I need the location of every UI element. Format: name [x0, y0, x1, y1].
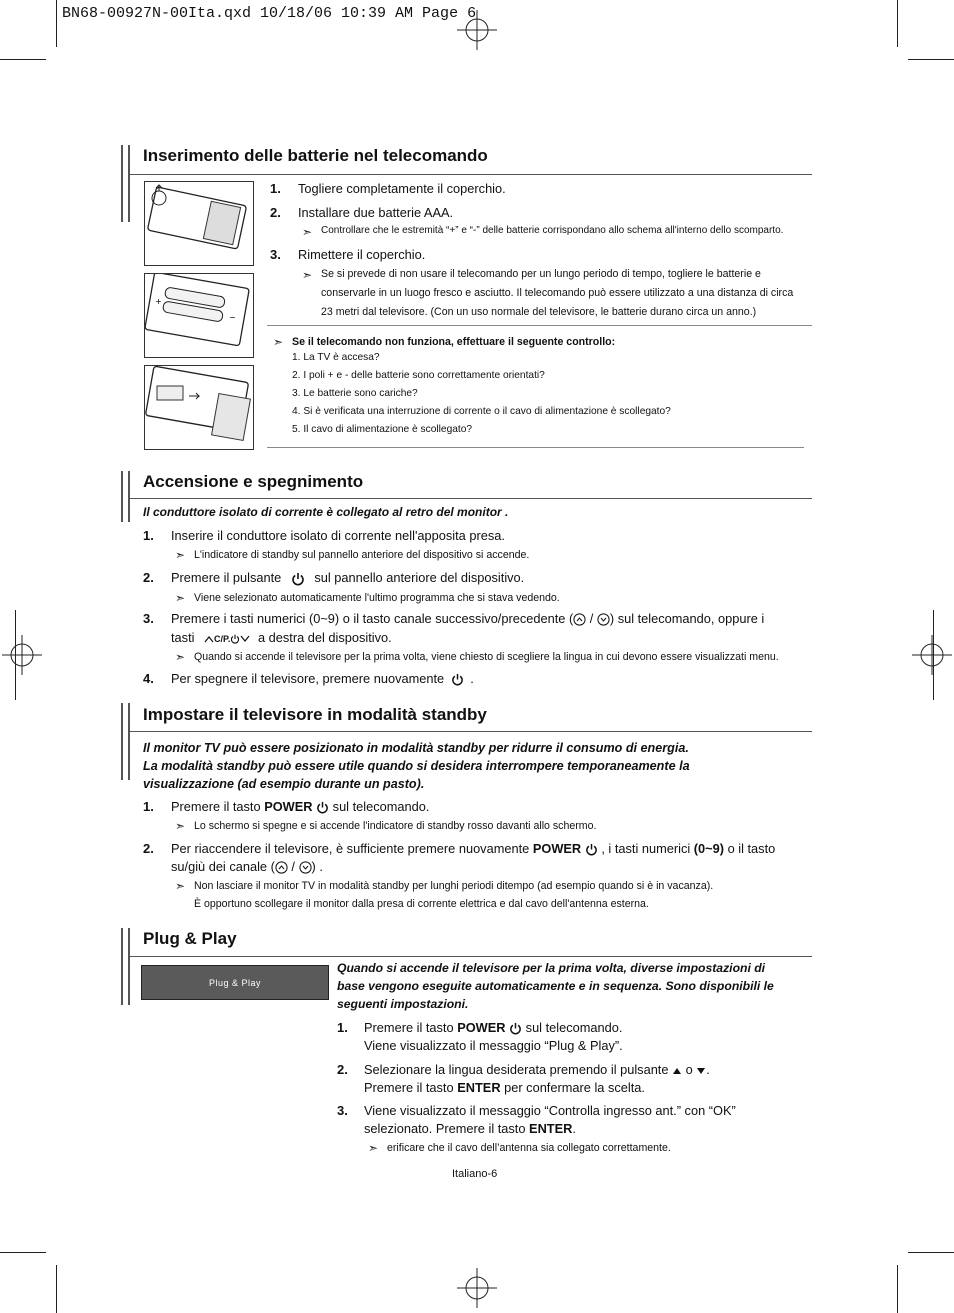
section-title-plug-play: Plug & Play: [143, 929, 237, 948]
remote-open-cover-image: [144, 181, 254, 266]
step-text: su/giù dei canale ( / ) .: [171, 859, 323, 874]
note-arrow-icon: ➣: [302, 268, 313, 282]
power-icon: [291, 572, 305, 586]
section-bar: [121, 703, 130, 780]
crop-mark: [897, 1265, 898, 1313]
step-number: 3.: [270, 247, 281, 262]
section-bar: [121, 145, 130, 222]
check-item: 5. Il cavo di alimentazione è scollegato?: [292, 424, 473, 435]
step-number: 1.: [270, 181, 281, 196]
registration-mark-icon: [912, 635, 952, 675]
step-text: Viene visualizzato il messaggio “Controlla ingresso ant.” con “OK”: [364, 1103, 736, 1118]
step-text: [364, 1079, 645, 1097]
crop-mark: [897, 0, 898, 47]
step-text-part: ) .: [311, 859, 323, 874]
arrow-down-icon: [696, 1067, 706, 1075]
section-rule: [130, 731, 812, 732]
channel-up-icon: [275, 861, 288, 874]
chevron-down-icon: [240, 635, 250, 643]
step-text-part: Premere il tasto: [171, 799, 261, 814]
remote-batteries-image: [144, 273, 254, 358]
check-item: 1. La TV è accesa?: [292, 352, 380, 363]
note-text: erificare che il cavo dell’antenna sia collegato correttamente.: [387, 1142, 671, 1154]
crop-mark: [56, 0, 57, 47]
channel-down-icon: [597, 613, 610, 626]
step-text-part: tasti: [171, 630, 195, 645]
check-item: 2. I poli + e - delle batterie sono correttamente orientati?: [292, 370, 545, 381]
print-header: BN68-00927N-00Ita.qxd 10/18/06 10:39 AM Page 6: [62, 5, 477, 22]
registration-mark-icon: [457, 10, 497, 50]
step-text-part: Premere i tasti numerici (0~9) o il tasto canale successivo/precedente (: [171, 611, 574, 626]
power-icon: [585, 843, 598, 856]
step-number: 3.: [337, 1103, 348, 1118]
step-text: [171, 798, 429, 816]
note-arrow-icon: ➣: [175, 650, 186, 664]
channel-up-icon: [573, 613, 586, 626]
step-text-part: o: [685, 1062, 693, 1077]
check-item: 3. Le batterie sono cariche?: [292, 388, 418, 399]
note-arrow-icon: ➣: [175, 819, 186, 833]
step-text: Togliere completamente il coperchio.: [298, 181, 506, 196]
step-number: 1.: [337, 1020, 348, 1035]
crop-mark: [933, 610, 934, 700]
check-item: 4. Si è verificata una interruzione di corrente o il cavo di alimentazione è scollegato?: [292, 406, 671, 417]
crop-mark: [908, 1252, 954, 1253]
intro-text: La modalità standby può essere utile quando si desidera interrompere temporaneamente la: [143, 759, 690, 773]
step-text: [171, 569, 524, 587]
divider: [267, 325, 812, 326]
note-arrow-icon: ➣: [302, 225, 313, 239]
crop-mark: [0, 1252, 46, 1253]
note-text: Controllare che le estremità “+” e “-” delle batterie corrispondano allo schema all'interno dello scomparto.: [321, 225, 784, 236]
step-text-part: Per riaccendere il televisore, è sufficiente premere nuovamente: [171, 841, 530, 856]
note-arrow-icon: ➣: [175, 591, 186, 605]
step-number: 2.: [270, 205, 281, 220]
crop-mark: [908, 59, 954, 60]
step-text-part: a destra del dispositivo.: [257, 630, 392, 645]
step-text-part: selezionato. Premere il tasto: [364, 1121, 526, 1136]
note-text: Non lasciare il monitor TV in modalità standby per lunghi periodi ditempo (ad esempio quando si è in vacanza).: [194, 880, 714, 892]
crop-mark: [15, 610, 16, 700]
enter-key-label: ENTER: [529, 1121, 573, 1136]
power-key-label: POWER: [532, 841, 582, 856]
section-bar: [121, 471, 130, 522]
step-text-part: Per spegnere il televisore, premere nuovamente: [171, 671, 445, 686]
step-number: 2.: [337, 1062, 348, 1077]
step-text: [364, 1019, 622, 1037]
step-text-part: o il tasto: [727, 841, 776, 856]
section-title-batteries: Inserimento delle batterie nel telecomando: [143, 146, 488, 165]
remote-close-cover-image: [144, 365, 254, 450]
step-number: 1.: [143, 528, 154, 543]
channel-down-icon: [299, 861, 312, 874]
section-title-power: Accensione e spegnimento: [143, 472, 364, 491]
step-text: Viene visualizzato il messaggio “Plug & Play”.: [364, 1038, 623, 1053]
step-number: 2.: [143, 841, 154, 856]
note-arrow-icon: ➣: [368, 1141, 379, 1155]
step-text-part: sul pannello anteriore del dispositivo.: [314, 570, 525, 585]
power-icon: [316, 801, 329, 814]
cp-label: C/P.: [214, 634, 231, 644]
step-text-part: ) sul telecomando, oppure i: [609, 611, 765, 626]
power-key-label: POWER: [264, 799, 313, 814]
step-text-part: .: [470, 671, 474, 686]
section-rule: [130, 498, 812, 499]
note-text: 23 metri dal televisore. (Con un uso normale del televisore, le batterie durano circa un anno.): [321, 306, 757, 318]
intro-text: seguenti impostazioni.: [337, 997, 469, 1011]
step-text-part: , i tasti numerici: [601, 841, 691, 856]
section-title-standby: Impostare il televisore in modalità standby: [143, 705, 487, 724]
power-icon: [230, 634, 240, 644]
intro-text: Il conduttore isolato di corrente è collegato al retro del monitor .: [143, 505, 509, 519]
step-text-part: su/giù dei canale (: [171, 859, 275, 874]
step-text-part: .: [572, 1121, 576, 1136]
step-text: Installare due batterie AAA.: [298, 205, 454, 220]
step-text: Premere i tasti numerici (0~9) o il tasto canale successivo/precedente ( / ) sul telecomando, oppure i: [171, 611, 765, 626]
step-text: [171, 840, 775, 858]
crop-mark: [56, 1265, 57, 1313]
crop-mark: [0, 59, 46, 60]
note-arrow-icon: ➣: [175, 879, 186, 893]
note-text: L'indicatore di standby sul pannello anteriore del dispositivo si accende.: [194, 549, 530, 561]
power-key-label: POWER: [457, 1020, 506, 1035]
step-text: [364, 1061, 710, 1079]
note-arrow-icon: ➣: [273, 335, 284, 349]
intro-text: Il monitor TV può essere posizionato in modalità standby per ridurre il consumo di energia.: [143, 741, 689, 755]
intro-text: base vengono eseguite automaticamente e in sequenza. Sono disponibili le: [337, 979, 774, 993]
step-text: [171, 670, 474, 688]
arrow-up-icon: [672, 1067, 682, 1075]
power-icon: [451, 673, 464, 686]
step-text-part: sul telecomando.: [525, 1020, 623, 1035]
page-number: Italiano-6: [452, 1168, 498, 1180]
note-text: Viene selezionato automaticamente l'ultimo programma che si stava vedendo.: [194, 592, 560, 604]
step-text: [364, 1120, 576, 1138]
svg-text:+: +: [155, 297, 162, 306]
step-text-part: per confermare la scelta.: [504, 1080, 645, 1095]
section-rule: [130, 956, 812, 957]
note-text: conservarle in un luogo fresco e asciutto. Il telecomando può essere utilizzato a una distanza di circa: [321, 287, 794, 299]
section-bar: [121, 928, 130, 1005]
note-text: È opportuno scollegare il monitor dalla presa di corrente elettrica e dal cavo dell'antenna esterna.: [194, 898, 649, 910]
step-text-part: Selezionare la lingua desiderata premendo il pulsante: [364, 1062, 669, 1077]
registration-mark-icon: [457, 1268, 497, 1308]
numeric-keys-label: (0~9): [693, 841, 725, 856]
step-text: Rimettere il coperchio.: [298, 247, 426, 262]
step-text-part: Premere il pulsante: [171, 570, 282, 585]
step-number: 4.: [143, 671, 154, 686]
step-text: [171, 629, 392, 648]
osd-label: Plug & Play: [208, 978, 262, 988]
enter-key-label: ENTER: [457, 1080, 501, 1095]
intro-text: visualizzazione (ad esempio durante un pasto).: [143, 777, 425, 791]
divider: [267, 447, 804, 448]
check-title: Se il telecomando non funziona, effettuare il seguente controllo:: [292, 336, 616, 348]
plug-play-osd-image: [141, 965, 329, 1000]
note-arrow-icon: ➣: [175, 548, 186, 562]
step-text: Inserire il conduttore isolato di corrente nell'apposita presa.: [171, 528, 505, 543]
chevron-up-icon: [204, 635, 214, 643]
step-number: 3.: [143, 611, 154, 626]
intro-text: Quando si accende il televisore per la prima volta, diverse impostazioni di: [337, 961, 766, 975]
section-rule: [130, 174, 812, 175]
note-text: Quando si accende il televisore per la prima volta, viene chiesto di scegliere la lingua in cui devono essere visualizzati menu.: [194, 651, 779, 663]
step-number: 2.: [143, 570, 154, 585]
registration-mark-icon: [2, 635, 42, 675]
note-text: Se si prevede di non usare il telecomando per un lungo periodo di tempo, togliere le batterie e: [321, 268, 761, 280]
svg-text:−: −: [229, 313, 236, 322]
step-text-part: sul telecomando.: [332, 799, 430, 814]
step-text-part: .: [706, 1062, 710, 1077]
power-icon: [509, 1022, 522, 1035]
step-number: 1.: [143, 799, 154, 814]
step-text-part: Premere il tasto: [364, 1020, 454, 1035]
step-text-part: Premere il tasto: [364, 1080, 454, 1095]
note-text: Lo schermo si spegne e si accende l'indicatore di standby rosso davanti allo schermo.: [194, 820, 597, 832]
